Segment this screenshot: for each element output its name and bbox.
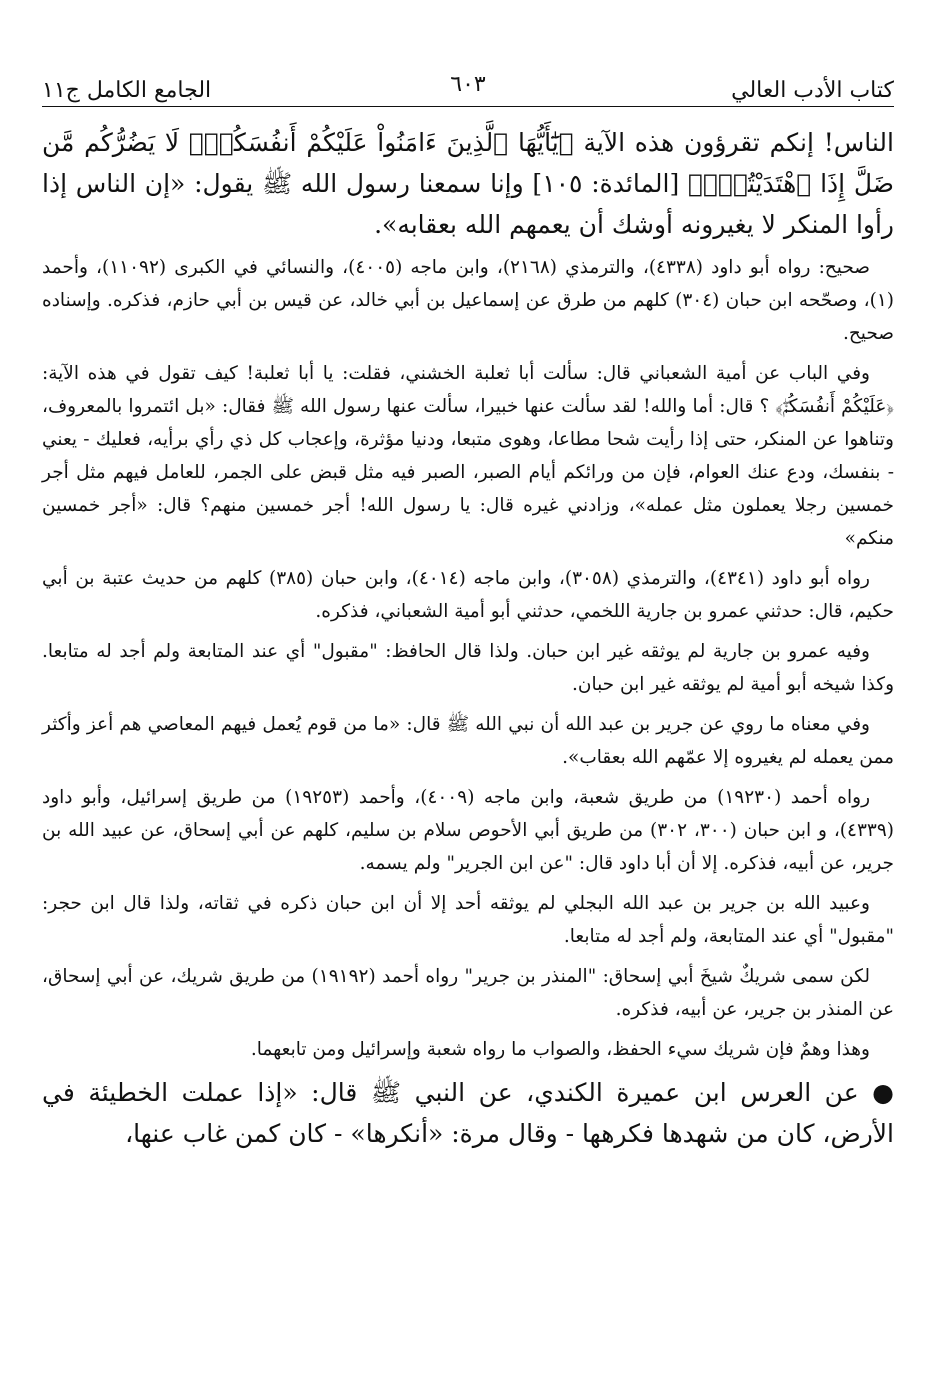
page-body [42,122,894,1154]
narrator-critique-paragraph: لكن سمى شريكٌ شيخَ أبي إسحاق: "المنذر بن جرير" رواه أحمد (١٩١٩٢) من طريق شريك، عن أبي إسحاق، عن المنذر بن جرير، عن أبيه، فذكره. [42,966,894,1020]
page-number: ٦٠٣ [450,72,486,97]
narrator-critique-paragraph: وعبيد الله بن جرير بن عبد الله البجلي لم يوثقه أحد إلا أن ابن حبان ذكره في ثقاته، ولذا قال ابن حجر: "مقبول" أي عند المتابعة، ولم أجد له متابعا. [42,893,894,947]
page-header [42,62,894,102]
takhrij-paragraph: رواه أحمد (١٩٢٣٠) من طريق شعبة، وابن ماجه (٤٠٠٩)، وأحمد (١٩٢٥٣) من طريق إسرائيل، وأبو داود (٤٣٣٩)، و ابن حبان (٣٠٠، ٣٠٢) من طريق أبي الأحوص سلام بن سليم، كلهم عن أبي إسحاق، عن عبيد الله بن جرير، عن أبيه، فذكره. إلا أن أبا داود قال: "عن ابن الجرير" ولم يسمه. [42,787,894,874]
supporting-narration-paragraph: وفي معناه ما روي عن جرير بن عبد الله أن نبي الله ﷺ قال: «ما من قوم يُعمل فيهم المعاصي هم أعز وأكثر ممن يعمله لم يغيروه إلا عمّهم الله بعقاب». [42,714,894,768]
collection-title: الجامع الكامل ج١١ [42,78,212,103]
new-hadith-paragraph: ● عن العرس ابن عميرة الكندي، عن النبي ﷺ قال: «إذا عملت الخطيئة في الأرض، كان من شهدها فكرهها - وقال مرة: «أنكرها» - كان كمن غاب عنها، [42,1078,894,1148]
hadith-text-continued: الناس! إنكم تقرؤون هذه الآية ﴿يَٰٓأَيُّهَا ٱلَّذِينَ ءَامَنُواْ عَلَيْكُمْ أَنفُسَكُمْۖ لَا يَضُرُّكُم مَّن ضَلَّ إِذَا ٱهْتَدَيْتُمْۚ﴾ [المائدة: ١٠٥] وإنا سمعنا رسول الله ﷺ يقول: «إن الناس إذا رأوا المنكر لا يغيرونه أوشك أن يعمهم الله بعقابه». [42,128,894,239]
conclusion-paragraph: وهذا وهمٌ فإن شريك سيء الحفظ، والصواب ما رواه شعبة وإسرائيل ومن تابعهما. [250,1039,870,1060]
supporting-narration-paragraph: وفي الباب عن أمية الشعباني قال: سألت أبا ثعلبة الخشني، فقلت: يا أبا ثعلبة! كيف تقول في هذه الآية: ﴿عَلَيْكُمْ أَنفُسَكُمْۖ﴾ ؟ قال: أما والله! لقد سألت عنها خبيرا، سألت عنها رسول الله ﷺ فقال: «بل ائتمروا بالمعروف، وتناهوا عن المنكر، حتى إذا رأيت شحا مطاعا، وهوى متبعا، ودنيا مؤثرة، وإعجاب كل ذي رأي برأيه، فعليك - يعني - بنفسك، ودع عنك العوام، فإن من ورائكم أيام الصبر، الصبر فيه مثل قبض على الجمر، للعامل فيهم مثل أجر خمسين رجلا يعملون مثل عمله»، وزادني غيره قال: يا رسول الله! أجر خمسين منهم؟ قال: «أجر خمسين منكم» [42,363,894,549]
book-title: كتاب الأدب العالي [731,78,894,103]
narrator-critique-paragraph: وفيه عمرو بن جارية لم يوثقه غير ابن حبان. ولذا قال الحافظ: "مقبول" أي عند المتابعة ولم أجد له متابعا. وكذا شيخه أبو أمية لم يوثقه غير ابن حبان. [42,641,894,695]
header-divider [42,106,894,107]
takhrij-paragraph: صحيح: رواه أبو داود (٤٣٣٨)، والترمذي (٢١٦٨)، وابن ماجه (٤٠٠٥)، والنسائي في الكبرى (١١٠٩٢)، وأحمد (١)، وصحّحه ابن حبان (٣٠٤) كلهم من طرق عن إسماعيل بن أبي خالد، عن قيس بن أبي حازم، فذكره. وإسناده صحيح. [42,257,894,344]
takhrij-paragraph: رواه أبو داود (٤٣٤١)، والترمذي (٣٠٥٨)، وابن ماجه (٤٠١٤)، وابن حبان (٣٨٥) كلهم من حديث عتبة بن أبي حكيم، قال: حدثني عمرو بن جارية اللخمي، حدثني أبو أمية الشعباني، فذكره. [42,568,894,622]
